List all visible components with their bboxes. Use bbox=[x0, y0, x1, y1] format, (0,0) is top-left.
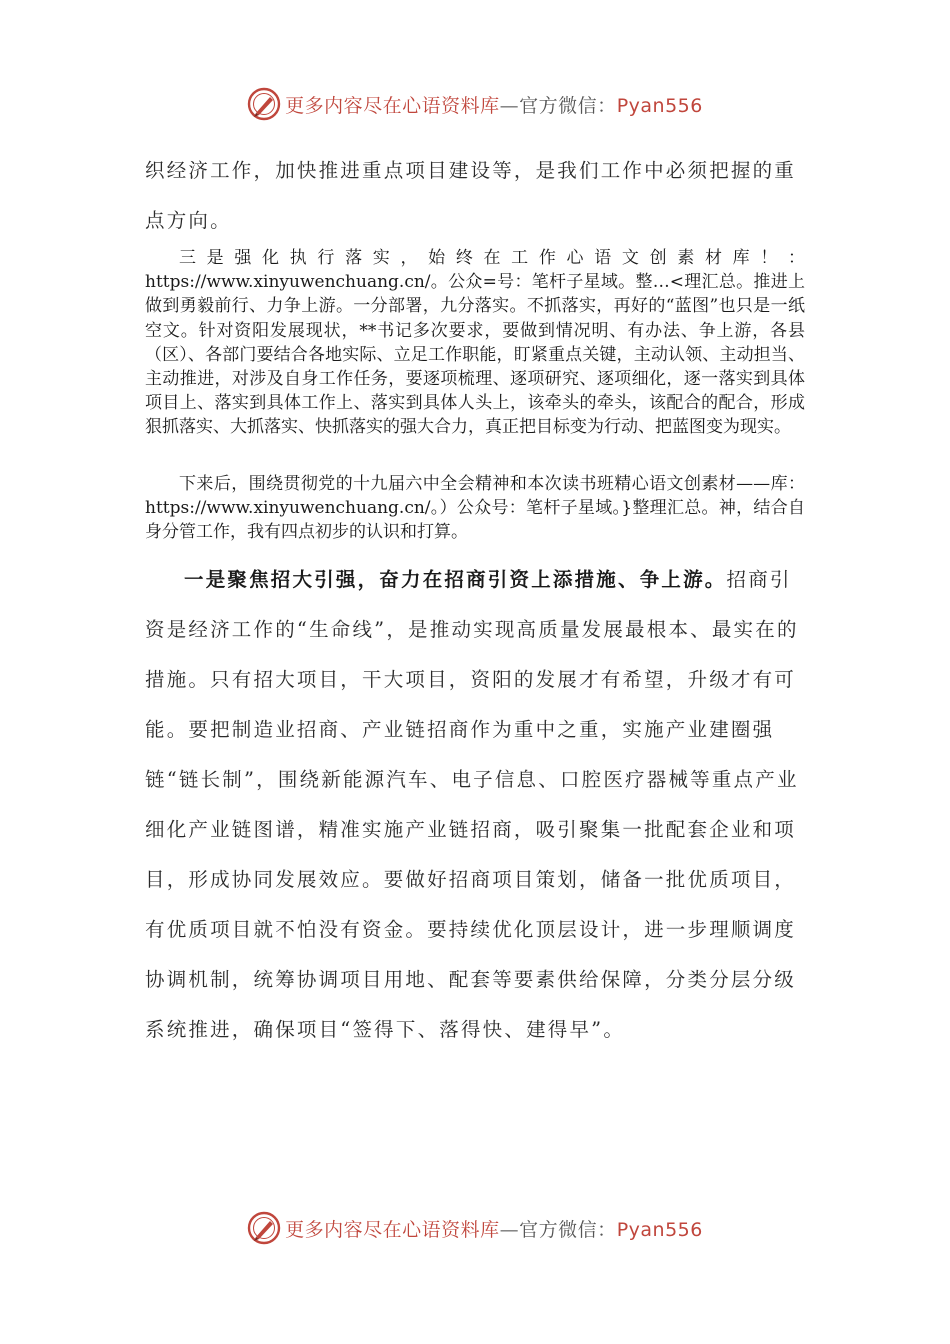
footer-text bbox=[285, 1215, 703, 1242]
pen-logo-icon bbox=[247, 1211, 281, 1245]
header-banner bbox=[0, 84, 950, 124]
footer-banner bbox=[0, 1208, 950, 1248]
paragraph-4-lead: 一是聚焦招大引强，奋力在招商引资上添措施、争上游。 bbox=[184, 568, 727, 591]
header-wechat-id: Pyan556 bbox=[616, 94, 703, 117]
paragraph-3: 下来后，围绕贯彻党的十九届六中全会精神和本次读书班精心语文创素材——库：https://www.xinyuwenchuang.cn/。）公众号：笔杆子星域。}整理汇总。神，结合自身分管工作，我有四点初步的认识和打算。 bbox=[145, 474, 805, 543]
paragraph-4 bbox=[145, 555, 805, 1055]
header-text bbox=[285, 91, 703, 118]
header-slogan: 更多内容尽在心语资料库 bbox=[285, 94, 500, 117]
footer-wechat-id: Pyan556 bbox=[616, 1218, 703, 1241]
paragraph-4-body: 招商引资是经济工作的“生命线”，是推动实现高质量发展最根本、最实在的措施。只有招大项目，干大项目，资阳的发展才有希望，升级才有可能。要把制造业招商、产业链招商作为重中之重，实施产业建圈强链“链长制”，围绕新能源汽车、电子信息、口腔医疗器械等重点产业细化产业链图谱，精准实施产业链招商，吸引聚集一批配套企业和项目，形成协同发展效应。要做好招商项目策划，储备一批优质项目，有优质项目就不怕没有资金。要持续优化顶层设计，进一步理顺调度协调机制，统筹协调项目用地、配套等要素供给保障，分类分层分级系统推进，确保项目“签得下、落得快、建得早”。 bbox=[145, 568, 799, 1041]
paragraph-1: 织经济工作，加快推进重点项目建设等，是我们工作中必须把握的重点方向。 bbox=[145, 159, 797, 232]
footer-slogan: 更多内容尽在心语资料库 bbox=[285, 1218, 500, 1241]
header-separator: — bbox=[499, 94, 520, 117]
header-wechat-label: 官方微信： bbox=[519, 94, 617, 117]
footer-separator: — bbox=[499, 1218, 520, 1241]
footer-wechat-label: 官方微信： bbox=[519, 1218, 617, 1241]
pen-logo-icon bbox=[247, 87, 281, 121]
paragraph-2: 三是强化执行落实，始终在工作心语文创素材库！：https://www.xinyuwenchuang.cn/。公众=号：笔杆子星域。整…<理汇总。推进上做到勇毅前行、力争上游。一分部署，九分落实。不抓落实，再好的“蓝图”也只是一纸空文。针对资阳发展现状，**书记多次要求，要做到情况明、有办法、争上游，各县（区）、各部门要结合各地实际、立足工作职能，盯紧重点关键，主动认领、主动担当、主动推进，对涉及自身工作任务，要逐项梳理、逐项研究、逐项细化，逐一落实到具体项目上、落实到具体工作上、落实到具体人头上，该牵头的牵头，该配合的配合，形成狠抓落实、大抓落实、快抓落实的强大合力，真正把目标变为行动、把蓝图变为现实。 bbox=[145, 248, 805, 438]
